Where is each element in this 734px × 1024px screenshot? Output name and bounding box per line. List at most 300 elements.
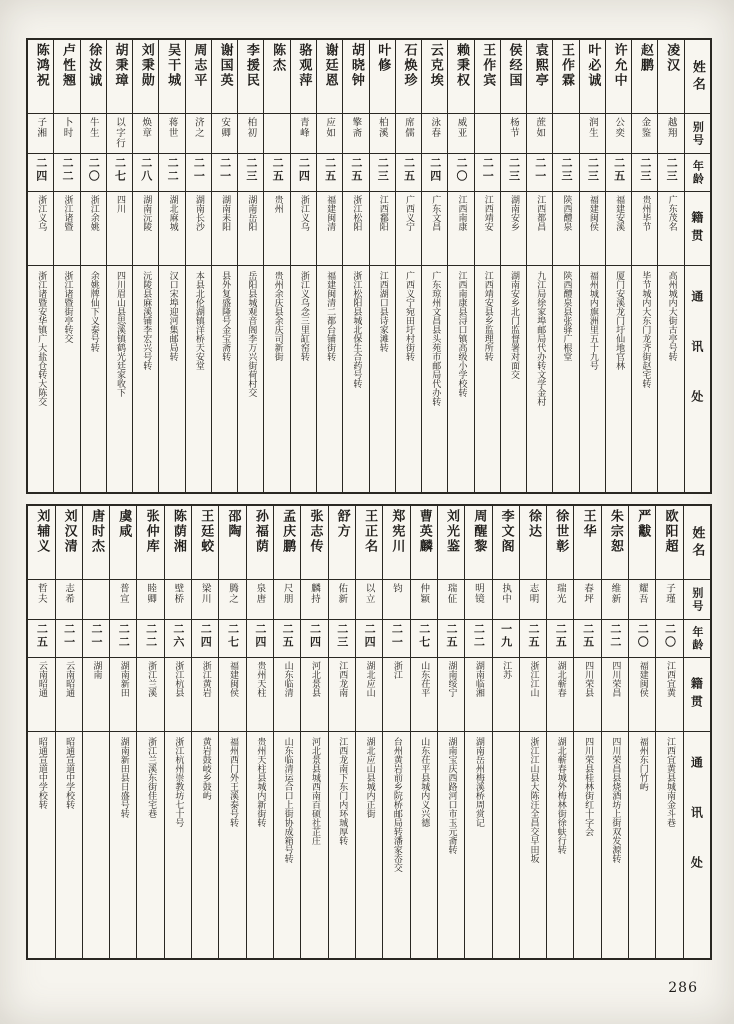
person-address: 江西龙南下东门内环珹厚转 xyxy=(337,737,348,845)
person-origin: 广西义宁 xyxy=(396,192,421,266)
person-name: 张志传 xyxy=(301,506,327,580)
person-alias: 济之 xyxy=(186,114,211,154)
person-alias: 尺朋 xyxy=(274,580,300,620)
person-address: 昭通宣道中学校转 xyxy=(36,737,47,809)
person-address: 湖南岳州梅溪桥周赏记 xyxy=(473,737,484,827)
person-address: 四川荣昌县烧酒坊上街双发源转 xyxy=(610,737,621,863)
entry-column xyxy=(552,40,578,492)
entry-column xyxy=(53,40,79,492)
person-age: 二四 xyxy=(356,620,382,658)
person-address: 浙江诸暨安华镇广大盐仓转大陈交 xyxy=(36,271,47,406)
entry-column xyxy=(80,40,106,492)
entry-column xyxy=(328,506,355,958)
person-origin: 浙江杭县 xyxy=(165,658,191,732)
person-alias: 公奕 xyxy=(606,114,631,154)
person-age: 二三 xyxy=(329,620,355,658)
entry-column xyxy=(342,40,368,492)
person-alias: 安卿 xyxy=(212,114,237,154)
person-age: 二七 xyxy=(107,154,132,192)
person-address: 浙江杭州崇教坊七十号 xyxy=(173,737,184,827)
person-name: 叶修 xyxy=(370,40,395,114)
person-origin: 福建闽侯 xyxy=(629,658,655,732)
person-age: 二五 xyxy=(606,154,631,192)
person-alias xyxy=(475,114,500,154)
entry-column xyxy=(447,40,473,492)
person-name: 赵鹏 xyxy=(632,40,657,114)
entry-column xyxy=(492,506,519,958)
person-origin: 江西鄱阳 xyxy=(370,192,395,266)
person-address: 江西宜黄县城南金斗巷 xyxy=(665,737,676,827)
person-address: 台州黄岩前乡院桥邮局转潘家岙交 xyxy=(391,737,402,872)
person-age: 二七 xyxy=(219,620,245,658)
person-alias: 耀吾 xyxy=(629,580,655,620)
person-origin: 湖北麻城 xyxy=(159,192,184,266)
entry-column xyxy=(82,506,109,958)
person-name: 赖秉权 xyxy=(448,40,473,114)
person-origin: 四川荣昌 xyxy=(602,658,628,732)
entry-column xyxy=(628,506,655,958)
person-name: 徐世彰 xyxy=(547,506,573,580)
person-name: 刘汉清 xyxy=(56,506,82,580)
person-origin: 福建安溪 xyxy=(606,192,631,266)
person-origin: 浙江江山 xyxy=(520,658,546,732)
person-address: 湖南宝庆西路河口市玉元斋转 xyxy=(446,737,457,854)
person-age: 二〇 xyxy=(656,620,682,658)
person-address: 湖北蕲春城外梅林街徐蚨行转 xyxy=(555,737,566,854)
person-address: 黄岩鼓岐乡鼓屿 xyxy=(200,737,211,800)
person-alias: 应如 xyxy=(317,114,342,154)
person-alias: 麟持 xyxy=(301,580,327,620)
person-alias: 威亚 xyxy=(448,114,473,154)
person-age: 二五 xyxy=(396,154,421,192)
person-origin: 湖南 xyxy=(83,658,109,732)
entry-column xyxy=(263,40,289,492)
person-alias: 泉唐 xyxy=(247,580,273,620)
person-alias: 擎斋 xyxy=(343,114,368,154)
entry-column xyxy=(290,40,316,492)
person-origin: 山东茌平 xyxy=(411,658,437,732)
person-name: 卢性翘 xyxy=(54,40,79,114)
person-age: 二一 xyxy=(475,154,500,192)
person-address: 江西湖口县诗家滩转 xyxy=(377,271,388,352)
person-alias: 佑新 xyxy=(329,580,355,620)
person-alias: 志希 xyxy=(56,580,82,620)
entry-column xyxy=(185,40,211,492)
person-alias: 以字行 xyxy=(107,114,132,154)
entry-column xyxy=(546,506,573,958)
person-name: 陈荫湘 xyxy=(165,506,191,580)
entry-column xyxy=(631,40,657,492)
person-age: 二五 xyxy=(28,620,54,658)
entry-column xyxy=(437,506,464,958)
person-alias: 普宣 xyxy=(110,580,136,620)
person-age: 二一 xyxy=(527,154,552,192)
person-address: 汉口宋埠迎河集邮局转 xyxy=(167,271,178,361)
column-header-address: 通讯处 xyxy=(689,290,704,440)
person-origin: 贵州 xyxy=(264,192,289,266)
person-age: 二三 xyxy=(238,154,263,192)
person-alias: 春坪 xyxy=(574,580,600,620)
person-address: 福州东门竹屿 xyxy=(637,737,648,791)
person-origin: 浙江诸暨 xyxy=(54,192,79,266)
entry-column xyxy=(106,40,132,492)
person-address: 湖南新田县日盛号转 xyxy=(118,737,129,818)
column-header-age: 年龄 xyxy=(684,620,710,658)
person-alias: 柏初 xyxy=(238,114,263,154)
person-age: 一九 xyxy=(493,620,519,658)
person-age: 二二 xyxy=(602,620,628,658)
person-address: 四川荣县桂林街红十字会 xyxy=(583,737,594,836)
person-age: 二二 xyxy=(54,154,79,192)
person-alias: 杨节 xyxy=(501,114,526,154)
person-alias: 瑞光 xyxy=(547,580,573,620)
person-address: 浙江诸暨街亭转交 xyxy=(62,271,73,343)
person-age: 二一 xyxy=(186,154,211,192)
person-address: 福州西门外王溪泰号转 xyxy=(228,737,239,827)
entry-column xyxy=(191,506,218,958)
person-alias: 焕章 xyxy=(133,114,158,154)
person-address: 浙江松阳县城北保生合药号转 xyxy=(351,271,362,388)
person-name: 陈杰 xyxy=(264,40,289,114)
person-alias xyxy=(264,114,289,154)
person-name: 严黻 xyxy=(629,506,655,580)
person-alias: 润生 xyxy=(580,114,605,154)
person-age: 二三 xyxy=(658,154,683,192)
person-alias: 哲夫 xyxy=(28,580,54,620)
directory-table-bottom xyxy=(26,504,712,960)
person-name: 王华 xyxy=(574,506,600,580)
person-age: 二五 xyxy=(264,154,289,192)
person-name: 徐汝诚 xyxy=(81,40,106,114)
person-origin: 江西宜黄 xyxy=(656,658,682,732)
person-age: 二三 xyxy=(580,154,605,192)
person-alias: 子湘 xyxy=(28,114,53,154)
person-name: 石焕珍 xyxy=(396,40,421,114)
person-origin: 湖南耒阳 xyxy=(212,192,237,266)
column-header-address: 通讯处 xyxy=(689,756,704,906)
person-origin: 湖南新田 xyxy=(110,658,136,732)
person-age: 二二 xyxy=(137,620,163,658)
table-header-column xyxy=(684,40,710,492)
person-origin: 云南昭通 xyxy=(56,658,82,732)
entry-column xyxy=(109,506,136,958)
person-origin: 浙江 xyxy=(383,658,409,732)
person-age: 二三 xyxy=(501,154,526,192)
person-alias: 壁桥 xyxy=(165,580,191,620)
column-header-alias: 别号 xyxy=(684,580,710,620)
entry-column xyxy=(218,506,245,958)
person-name: 侯经国 xyxy=(501,40,526,114)
person-address: 湖南安乡北门监督署对面交 xyxy=(509,271,520,379)
person-alias: 蒋世 xyxy=(159,114,184,154)
person-address: 江西南康县浔口镇高级小学校转 xyxy=(456,271,467,397)
person-name: 袁熙亭 xyxy=(527,40,552,114)
person-address: 昭通宣道中学校转 xyxy=(64,737,75,809)
person-age: 二一 xyxy=(83,620,109,658)
person-alias: 子瑾 xyxy=(656,580,682,620)
person-alias: 明镜 xyxy=(465,580,491,620)
person-name: 凌汉 xyxy=(658,40,683,114)
person-origin: 浙江义乌 xyxy=(28,192,53,266)
person-age: 二六 xyxy=(165,620,191,658)
entry-column xyxy=(136,506,163,958)
person-name: 谢国英 xyxy=(212,40,237,114)
person-name: 王作宾 xyxy=(475,40,500,114)
person-age: 二四 xyxy=(28,154,53,192)
person-name: 舒方 xyxy=(329,506,355,580)
entry-column xyxy=(369,40,395,492)
person-origin: 陕西醴泉 xyxy=(553,192,578,266)
person-alias: 志明 xyxy=(520,580,546,620)
entry-column xyxy=(500,40,526,492)
person-alias: 维新 xyxy=(602,580,628,620)
column-header-origin: 籍贯 xyxy=(684,658,710,732)
person-origin: 浙江兰溪 xyxy=(137,658,163,732)
person-address: 毕节城内大东门龙齐街赵宅转 xyxy=(640,271,651,388)
person-address: 浙江兰溪东街佳宅巷 xyxy=(146,737,157,818)
person-origin: 浙江义乌 xyxy=(291,192,316,266)
entry-column xyxy=(355,506,382,958)
column-header-age: 年龄 xyxy=(685,154,710,192)
entry-column xyxy=(273,506,300,958)
person-age: 二五 xyxy=(274,620,300,658)
person-name: 张仲库 xyxy=(137,506,163,580)
person-origin: 河北景县 xyxy=(301,658,327,732)
entry-column xyxy=(657,40,683,492)
person-alias: 仲颖 xyxy=(411,580,437,620)
entry-column xyxy=(474,40,500,492)
person-name: 云克埃 xyxy=(422,40,447,114)
entry-column xyxy=(211,40,237,492)
person-age: 二一 xyxy=(212,154,237,192)
person-address: 余姚牌仙下义泰号转 xyxy=(88,271,99,352)
person-origin: 山东临清 xyxy=(274,658,300,732)
entry-column xyxy=(579,40,605,492)
person-alias: 以立 xyxy=(356,580,382,620)
person-age: 二二 xyxy=(110,620,136,658)
person-alias: 卜时 xyxy=(54,114,79,154)
person-age: 二五 xyxy=(547,620,573,658)
person-name: 孟庆鹏 xyxy=(274,506,300,580)
entry-column xyxy=(28,506,54,958)
person-alias: 越翔 xyxy=(658,114,683,154)
person-name: 谢廷恩 xyxy=(317,40,342,114)
person-name: 李援民 xyxy=(238,40,263,114)
person-origin: 湖南绥宁 xyxy=(438,658,464,732)
person-name: 刘光鉴 xyxy=(438,506,464,580)
person-address: 山东临清运合口上街协成箱号转 xyxy=(282,737,293,863)
person-alias: 腾之 xyxy=(219,580,245,620)
person-origin: 江苏 xyxy=(493,658,519,732)
person-address: 沅陵县麻溪铺李宏兴号转 xyxy=(141,271,152,370)
entry-column xyxy=(300,506,327,958)
person-address: 广西义宁宛田圩村街转 xyxy=(403,271,414,361)
page-number: 286 xyxy=(668,980,698,996)
person-alias: 睦卿 xyxy=(137,580,163,620)
column-header-name: 姓名 xyxy=(684,506,710,580)
person-origin: 湖南沅陵 xyxy=(133,192,158,266)
directory-table-top xyxy=(26,38,712,494)
person-address: 本县北伦湖镇洋桥天安堂 xyxy=(193,271,204,370)
table-header-column xyxy=(683,506,710,958)
person-name: 徐达 xyxy=(520,506,546,580)
person-name: 周志平 xyxy=(186,40,211,114)
person-origin: 广东文昌 xyxy=(422,192,447,266)
person-name: 唐时杰 xyxy=(83,506,109,580)
person-age: 二二 xyxy=(159,154,184,192)
person-origin: 福建闽清 xyxy=(317,192,342,266)
person-address: 浙江义乌念三里缸窑转 xyxy=(298,271,309,361)
person-age: 二四 xyxy=(192,620,218,658)
person-origin: 湖北蕲春 xyxy=(547,658,573,732)
entry-column xyxy=(655,506,682,958)
person-age: 二〇 xyxy=(629,620,655,658)
person-name: 郑宪川 xyxy=(383,506,409,580)
person-alias: 执中 xyxy=(493,580,519,620)
entry-column xyxy=(519,506,546,958)
person-address: 九江局徐家埠邮局代办转文学金村 xyxy=(535,271,546,406)
person-origin: 广东茂名 xyxy=(658,192,683,266)
person-origin: 湖北应山 xyxy=(356,658,382,732)
person-age: 二五 xyxy=(343,154,368,192)
person-address: 陕西醴泉县张驿广根堂 xyxy=(561,271,572,361)
person-address: 浙江江山县大陈汪全昌交早田坂 xyxy=(528,737,539,863)
person-age: 二五 xyxy=(520,620,546,658)
entry-column xyxy=(55,506,82,958)
person-age: 二八 xyxy=(133,154,158,192)
person-age: 二五 xyxy=(317,154,342,192)
person-name: 陈鸿祝 xyxy=(28,40,53,114)
person-origin: 贵州毕节 xyxy=(632,192,657,266)
person-alias: 蔗如 xyxy=(527,114,552,154)
person-address: 厦门安溪龙门圩仙地官林 xyxy=(614,271,625,370)
person-name: 刘秉勋 xyxy=(133,40,158,114)
person-alias: 泳春 xyxy=(422,114,447,154)
person-origin: 贵州天柱 xyxy=(247,658,273,732)
entry-column xyxy=(464,506,491,958)
person-address: 广东琼州文昌县头苑市邮局代办转 xyxy=(430,271,441,406)
entry-column xyxy=(132,40,158,492)
person-alias: 钧 xyxy=(383,580,409,620)
person-age: 二五 xyxy=(574,620,600,658)
person-age: 二三 xyxy=(553,154,578,192)
person-name: 许允中 xyxy=(606,40,631,114)
entry-column xyxy=(28,40,53,492)
person-name: 王廷蛟 xyxy=(192,506,218,580)
person-origin: 湖南长沙 xyxy=(186,192,211,266)
person-name: 胡晓钟 xyxy=(343,40,368,114)
person-address: 高州城内大街古亭号转 xyxy=(666,271,677,361)
person-origin: 四川荣县 xyxy=(574,658,600,732)
entry-column xyxy=(526,40,552,492)
person-age: 二二 xyxy=(465,620,491,658)
person-name: 虞咸 xyxy=(110,506,136,580)
person-address xyxy=(493,732,519,958)
person-alias xyxy=(553,114,578,154)
person-origin: 江西龙南 xyxy=(329,658,355,732)
entry-column xyxy=(237,40,263,492)
person-name: 周醒黎 xyxy=(465,506,491,580)
person-alias: 柏溪 xyxy=(370,114,395,154)
person-address: 河北景县城西南百硕社芷庄 xyxy=(309,737,320,845)
person-origin: 福建闽侯 xyxy=(580,192,605,266)
column-header-alias: 别号 xyxy=(685,114,710,154)
person-name: 欧阳超 xyxy=(656,506,682,580)
person-name: 邵陶 xyxy=(219,506,245,580)
entry-column xyxy=(316,40,342,492)
person-age: 二一 xyxy=(383,620,409,658)
person-origin: 云南昭通 xyxy=(28,658,54,732)
column-header-name: 姓名 xyxy=(685,40,710,114)
person-alias: 牛生 xyxy=(81,114,106,154)
person-name: 叶必诚 xyxy=(580,40,605,114)
entry-column xyxy=(421,40,447,492)
person-name: 曹英麟 xyxy=(411,506,437,580)
person-name: 骆观萍 xyxy=(291,40,316,114)
person-origin: 湖南岳阳 xyxy=(238,192,263,266)
person-age: 二七 xyxy=(411,620,437,658)
person-origin: 浙江余姚 xyxy=(81,192,106,266)
person-address: 江西靖安县乡监理所转 xyxy=(482,271,493,361)
person-address xyxy=(83,732,109,958)
person-age: 二四 xyxy=(422,154,447,192)
person-alias: 瑞佂 xyxy=(438,580,464,620)
person-address: 四川眉山县思溪镇鹤光廷家收下 xyxy=(115,271,126,397)
person-origin: 福建闽侯 xyxy=(219,658,245,732)
column-header-origin: 籍贯 xyxy=(685,192,710,266)
person-origin: 江西靖安 xyxy=(475,192,500,266)
entry-column xyxy=(410,506,437,958)
person-address: 贵州余庆县余庆司新街 xyxy=(272,271,283,361)
person-name: 王作霖 xyxy=(553,40,578,114)
person-origin: 浙江松阳 xyxy=(343,192,368,266)
person-address: 福建闽清二都台铺街转 xyxy=(325,271,336,361)
person-origin: 江西南康 xyxy=(448,192,473,266)
person-address: 岳阳县城观音阁李万兴街荷村交 xyxy=(246,271,257,397)
person-origin: 江西都昌 xyxy=(527,192,552,266)
person-origin: 四川 xyxy=(107,192,132,266)
person-name: 朱宗恕 xyxy=(602,506,628,580)
person-name: 吴干城 xyxy=(159,40,184,114)
person-age: 二三 xyxy=(370,154,395,192)
person-age: 二〇 xyxy=(81,154,106,192)
person-address: 贵州天柱县城内新街转 xyxy=(255,737,266,827)
person-name: 孙福荫 xyxy=(247,506,273,580)
person-alias: 青峰 xyxy=(291,114,316,154)
person-age: 二四 xyxy=(301,620,327,658)
entry-column xyxy=(605,40,631,492)
entry-column xyxy=(164,506,191,958)
person-age: 二四 xyxy=(291,154,316,192)
person-alias: 梁川 xyxy=(192,580,218,620)
person-address: 湖北应山县城内正街 xyxy=(364,737,375,818)
person-origin: 浙江黄岩 xyxy=(192,658,218,732)
entry-column xyxy=(158,40,184,492)
person-age: 二〇 xyxy=(448,154,473,192)
person-alias xyxy=(83,580,109,620)
person-address: 福州城内旗洲里五十九号 xyxy=(587,271,598,370)
entry-column xyxy=(246,506,273,958)
person-origin: 湖南临湘 xyxy=(465,658,491,732)
person-age: 二一 xyxy=(56,620,82,658)
person-address: 县外复盛隆号金宝斋转 xyxy=(220,271,231,361)
person-name: 胡秉璋 xyxy=(107,40,132,114)
person-age: 二三 xyxy=(632,154,657,192)
person-origin: 湖南安乡 xyxy=(501,192,526,266)
person-alias: 金鉴 xyxy=(632,114,657,154)
entry-column xyxy=(601,506,628,958)
person-address: 山东茌平县城内义兴德 xyxy=(419,737,430,827)
